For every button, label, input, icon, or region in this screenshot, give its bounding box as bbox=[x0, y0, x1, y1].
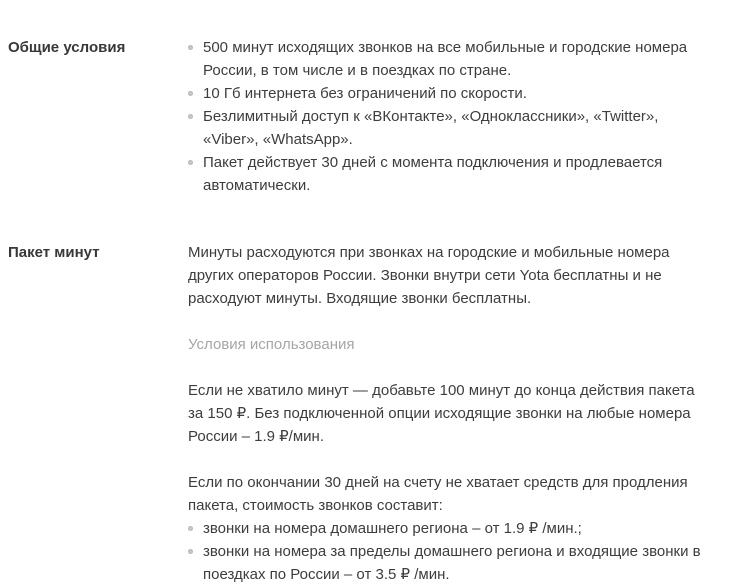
list-item bbox=[188, 36, 710, 82]
list-item bbox=[188, 540, 710, 586]
list-item bbox=[188, 82, 710, 105]
section-general-terms-content bbox=[188, 36, 710, 197]
usage-terms-subheading: Условия использования bbox=[188, 336, 355, 353]
list-item-text: звонки на номера за пределы домашнего региона и входящие звонки в поездках по России – от 3.5 ₽ /мин. bbox=[203, 543, 701, 583]
general-terms-list bbox=[188, 36, 710, 197]
bullet-icon bbox=[188, 549, 193, 554]
section-general-terms-label: Общие условия bbox=[8, 39, 126, 56]
section-general-terms bbox=[8, 36, 728, 197]
bullet-icon bbox=[188, 45, 193, 50]
list-item-text: Безлимитный доступ к «ВКонтакте», «Одноклассники», «Twitter», «Viber», «WhatsApp». bbox=[203, 108, 659, 148]
list-item bbox=[188, 517, 710, 540]
minutes-usage-paragraph: Минуты расходуются при звонках на городские и мобильные номера других операторов России. Звонки внутри сети Yota бесплатны и не расходуют минуты. Входящие звонки бесплатны. bbox=[188, 244, 670, 307]
list-item bbox=[188, 105, 710, 151]
list-item-text: Пакет действует 30 дней с момента подключения и продлевается автоматически. bbox=[203, 154, 663, 194]
list-item-text: звонки на номера домашнего региона – от 1.9 ₽ /мин.; bbox=[203, 520, 582, 537]
bullet-icon bbox=[188, 91, 193, 96]
renewal-paragraph: Если по окончании 30 дней на счету не хватает средств для продления пакета, стоимость звонков составит: bbox=[188, 474, 688, 514]
bullet-icon bbox=[188, 114, 193, 119]
section-minutes-package-content bbox=[188, 241, 710, 586]
list-item bbox=[188, 151, 710, 197]
list-item-text: 10 Гб интернета без ограничений по скорости. bbox=[203, 85, 527, 102]
list-item-text: 500 минут исходящих звонков на все мобильные и городские номера России, в том числе и в поездках по стране. bbox=[203, 39, 688, 79]
call-rates-list bbox=[188, 517, 710, 586]
section-minutes-package bbox=[8, 241, 728, 586]
add-minutes-paragraph: Если не хватило минут — добавьте 100 минут до конца действия пакета за 150 ₽. Без подключенной опции исходящие звонки на любые номера России – 1.9 ₽/мин. bbox=[188, 382, 695, 445]
bullet-icon bbox=[188, 526, 193, 531]
section-minutes-package-label: Пакет минут bbox=[8, 244, 100, 261]
bullet-icon bbox=[188, 160, 193, 165]
